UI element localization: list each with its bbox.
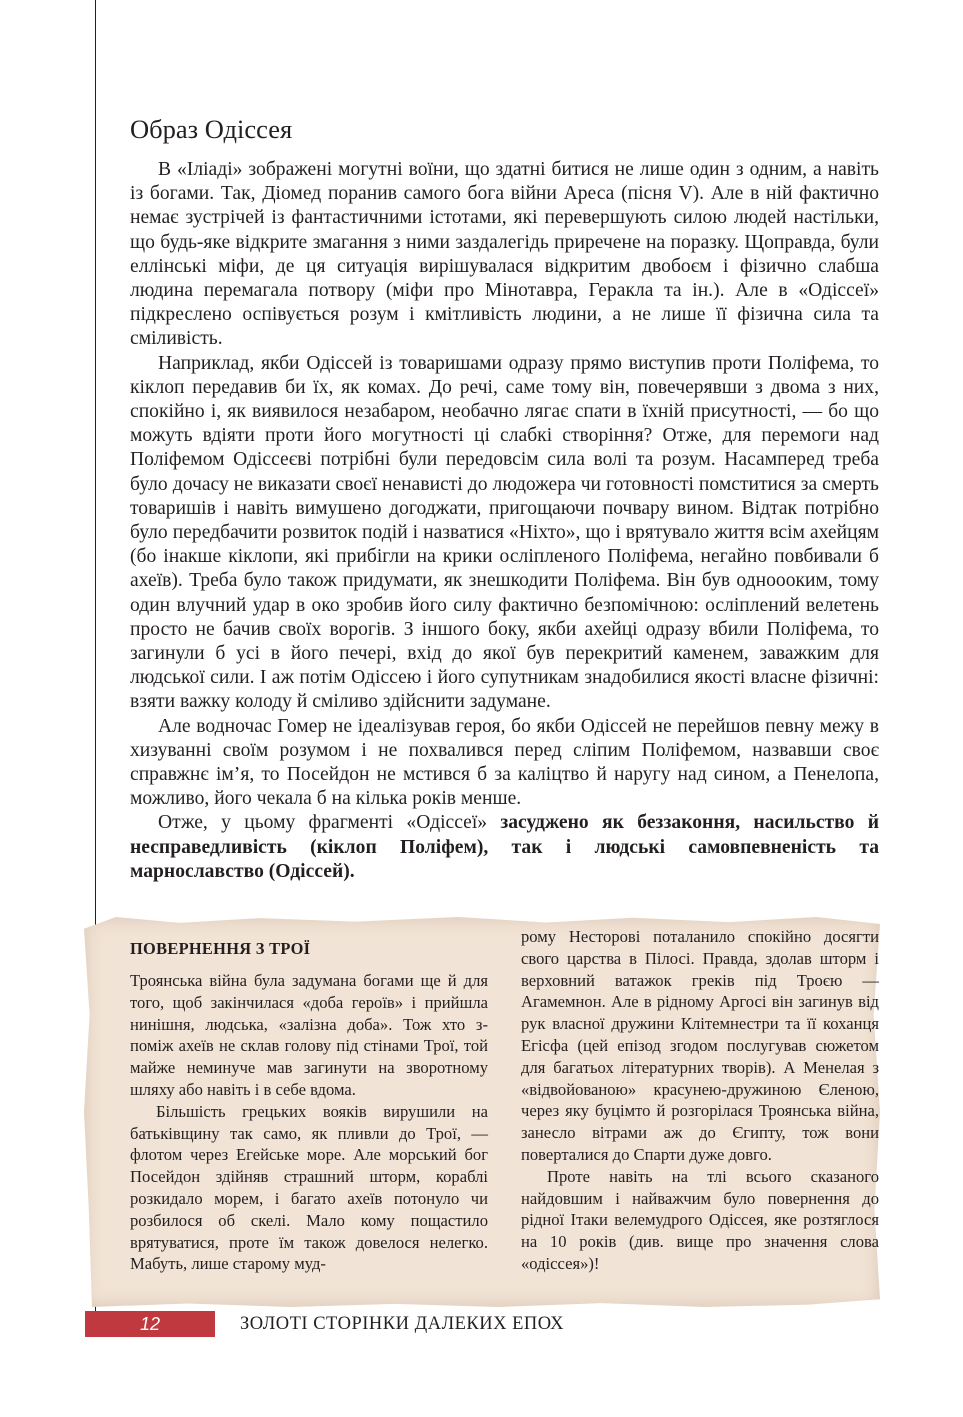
inset-paragraph: Троянська війна була задумана богами ще й для того, щоб закінчилася «доба героїв» і прийшла нинішня, людська, «залізна доба». Тож хто з-поміж ахеїв не склав голову під стінами Трої, той майже неминуче мав загинути на зворотному шляху або навіть і в себе вдома. (130, 971, 488, 1099)
body-paragraph: Але водночас Гомер не ідеалізував героя, бо якби Одіссей не перейшов певну межу в хизуванні своїм розумом і не похвалився перед сліпим Поліфемом, назвавши своє справжнє ім’я, то Посейдон не мстився б за каліцтво й наругу над сином, а Пенелопа, можливо, його чекала б на кілька років менше. (130, 715, 879, 810)
running-footer-title: ЗОЛОТІ СТОРІНКИ ДАЛЕКИХ ЕПОХ (240, 1314, 565, 1334)
page-number-badge (85, 1311, 215, 1337)
body-paragraph: В «Іліаді» зображені могутні воїни, що здатні битися не лише один з одним, а навіть із богами. Так, Діомед поранив самого бога війни Ареса (пісня V). Але в ній фактично немає зустрічей із фантастичними істотами, які перевершують силою людей настільки, що будь-яке відкрите змагання з ними заздалегідь приречене на поразку. Щоправда, були еллінські міфи, де ця ситуація вирішувалася відкритим двобоєм і фізично слабша людина перемагала потвору (міфи про Мінотавра, Геракла та ін.). Але в «Одіссеї» підкреслено оспівується розум і кмітливість людини, а не лише її фізична сила та сміливість. (130, 159, 879, 350)
conclusion-text: Отже, у цьому фрагменті «Одіссеї» (158, 812, 501, 834)
inset-column-right (521, 926, 879, 1275)
conclusion-emphasis: засуджено як беззаконня, насильство й несправедливість (кіклоп Поліфем), так і людські самовпевненість та марнославство (Одіссей). (130, 812, 879, 882)
inset-paragraph: Більшість грецьких вояків вирушили на батьківщину так само, як пливли до Трої, — флотом через Егейське море. Але морський бог Посейдон здійняв страшний шторм, кораблі розкидало морем, і багато ахеїв потонуло чи розбилося об скелі. Мало кому пощастило врятуватися, проте їм також довелося нелегко. Мабуть, лише старому муд- (130, 1101, 488, 1274)
page-number: 12 (139, 1314, 161, 1334)
body-paragraph: Наприклад, якби Одіссей із товаришами одразу прямо виступив проти Поліфема, то кіклоп передавив би їх, як комах. До речі, саме тому він, повечерявши з двома з них, спокійно і, як виявилося незабаром, необачно лягає спати в їхній присутності, — бо що можуть вдіяти проти його могутності ці слабкі створіння? Отже, для перемоги над Поліфемом Одіссеєві потрібні були передовсім сила волі та розум. Насамперед треба було дочасу не виказати своєї ненависті до людожера чи готовності помститися за смерть товаришів і навіть вимушено догоджати, пригощаючи почвару вином. Відтак потрібно було передбачити розвиток подій і назватися «Ніхто», що і врятувало життя всім ахейцям (бо інакше кіклопи, які прибігли на крики осліпленого Поліфема, негайно повбивали б ахеїв). Треба було також придумати, як знешкодити Поліфема. Він був одноооким, тому один влучний удар в око зробив його силу фактично безпомічною: осліплений велетень просто не бачив своїх ворогів. З іншого боку, якби ахейці одразу вбили Поліфема, то загинули б усі в його печері, вхід до якої був перекритий каменем, заважким для людської сили. І аж потім Одіссею і його супутникам знадобилися якості власне фізичні: взяти важку колоду й сміливо здійснити задумане. (130, 352, 879, 713)
section-title: Образ Одіссея (130, 114, 293, 144)
inset-column-left (130, 926, 488, 1275)
inset-heading: ПОВЕРНЕННЯ З ТРОЇ (130, 939, 311, 958)
inset-paragraph: Проте навіть на тлі всього сказаного найдовшим і найважчим було повернення до рідної Ітаки велемудрого Одіссея, яке розтяглося на 10 років (див. вище про значення слова «одіссея»)! (521, 1166, 879, 1273)
inset-paragraph: рому Несторові поталанило спокійно досягти свого царства в Пілосі. Правда, здолав шторм і верховний ватажок греків під Троєю — Агамемнон. Але в рідному Аргосі він загинув від рук власної дружини Клітемнестри та її коханця Егісфа (цей епізод згодом послугував сюжетом для багатьох літературних творів). А Менелая з «відвойованою» красунею-дружиною Єленою, через яку буцімто й розгорілася Троянська війна, занесло вітрами аж до Єгипту, тож вони поверталися до Спарти дуже довго. (521, 927, 879, 1164)
main-article (130, 112, 879, 884)
conclusion-paragraph (130, 811, 879, 884)
